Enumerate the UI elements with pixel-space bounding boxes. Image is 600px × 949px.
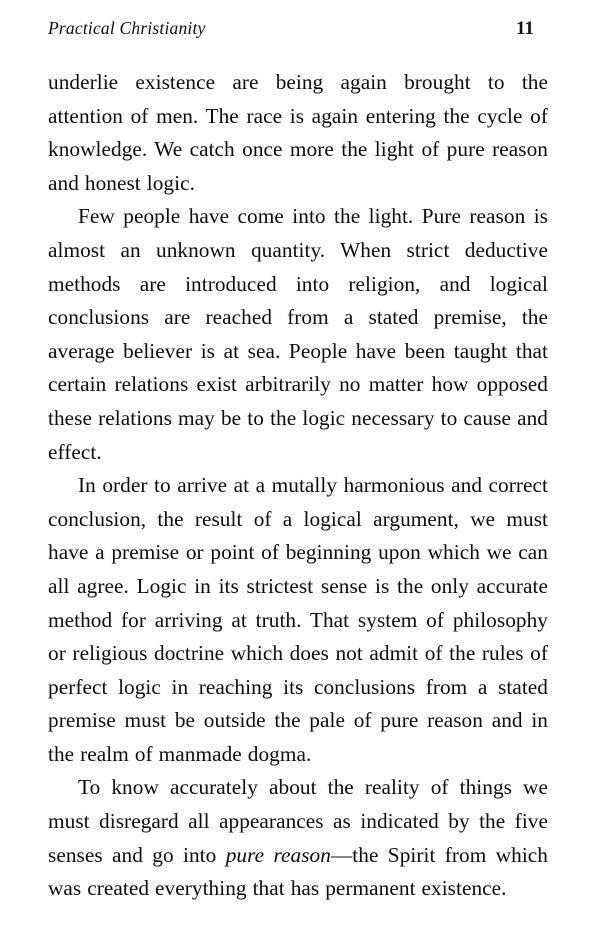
page-number: 11 <box>516 18 534 39</box>
running-head <box>48 18 548 40</box>
emphasized-term: pure reason <box>225 842 331 867</box>
paragraph-part: To know accurately about the reality of things we must disregard all appearances as indicated by the five senses and go into <box>48 775 548 867</box>
paragraph: underlie existence are being again brought to the attention of men. The race is again entering the cycle of knowledge. We catch once more the light of pure reason and honest logic. <box>48 70 548 195</box>
paragraph: Few people have come into the light. Pure reason is almost an unknown quantity. When strict deductive methods are introduced into religion, and logical conclusions are reached from a stated premise, the average believer is at sea. People have been taught that certain relations exist arbitrarily no matter how opposed these relations may be to the logic necessary to cause and effect. <box>48 204 548 464</box>
running-title: Practical Christianity <box>48 18 206 38</box>
paragraph-part: —the Spirit from which was created everything that has permanent existence. <box>48 842 548 901</box>
paragraph-with-emphasis <box>48 771 548 905</box>
paragraph: In order to arrive at a mutally harmonious and correct conclusion, the result of a logical argument, we must have a premise or point of beginning upon which we can all agree. Logic in its strictest sense is the only accurate method for arriving at truth. That system of philosophy or religious doctrine which does not admit of the rules of perfect logic in reaching its conclusions from a stated premise must be outside the pale of pure reason and in the realm of manmade dogma. <box>48 473 548 766</box>
body-text <box>48 66 548 906</box>
